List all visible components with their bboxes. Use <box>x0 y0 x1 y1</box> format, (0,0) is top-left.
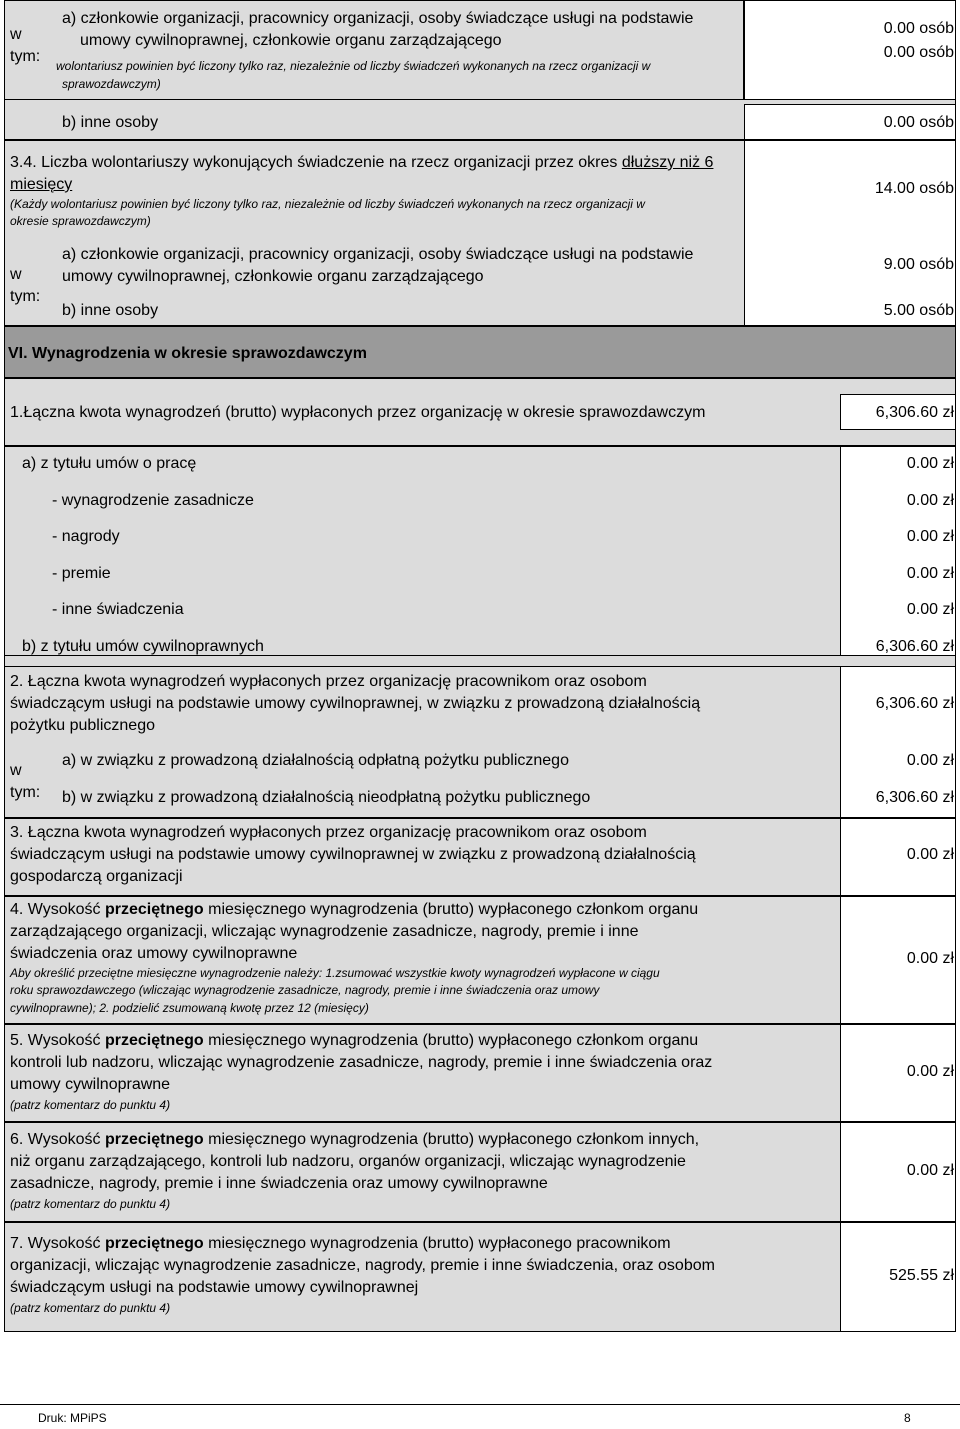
s6-p1-values-col <box>840 446 956 656</box>
s6-p5-line3: umowy cywilnoprawne <box>10 1076 171 1093</box>
s6-p2-line1: 2. Łączna kwota wynagrodzeń wypłaconych przez organizację pracownikom oraz osobom <box>10 673 647 690</box>
s6-p1a-value: 0.00 zł <box>906 455 954 472</box>
s34-a-line1: a) członkowie organizacji, pracownicy organizacji, osoby świadczące usługi na podstawie <box>62 246 694 263</box>
s6-p3-line1: 3. Łączna kwota wynagrodzeń wypłaconych przez organizację pracownikom oraz osobom <box>10 824 647 841</box>
s6-p5-prefix: 5. Wysokość <box>10 1032 105 1049</box>
s6-p3-value: 0.00 zł <box>906 846 954 863</box>
s33-a-line2: umowy cywilnoprawnej, członkowie organu zarządzającego <box>80 32 502 49</box>
s6-p1a-4-label: - inne świadczenia <box>52 601 184 618</box>
s6-p6-prefix: 6. Wysokość <box>10 1131 105 1148</box>
s33-wtym-label: w tym: <box>10 26 41 65</box>
s6-p6-line3: zasadnicze, nagrody, premie i inne świadczenia oraz umowy cywilnoprawne <box>10 1175 548 1192</box>
s6-p2-value: 6,306.60 zł <box>875 695 954 712</box>
s6-p7-line1 <box>10 1233 671 1255</box>
s34-title-prefix: 3.4. Liczba wolontariuszy wykonujących świadczenie na rzecz organizacji przez okres <box>10 154 622 171</box>
s6-p4-prefix: 4. Wysokość <box>10 901 105 918</box>
s6-p1b-value: 6,306.60 zł <box>875 638 954 655</box>
s34-total-value: 14.00 osób <box>874 180 954 197</box>
s6-p7-value: 525.55 zł <box>889 1267 954 1284</box>
s6-p5-line2: kontroli lub nadzoru, wliczając wynagrodzenie zasadnicze, nagrody, premie i inne świadczenia oraz <box>10 1054 713 1071</box>
s33-a-line1: a) członkowie organizacji, pracownicy organizacji, osoby świadczące usługi na podstawie <box>62 10 694 27</box>
s6-p5-bold: przeciętnego <box>105 1032 204 1049</box>
s34-a-value: 9.00 osób <box>883 256 954 273</box>
s6-p7-line2: organizacji, wliczając wynagrodzenie zasadnicze, nagrody, premie i inne świadczenia, oraz osobom <box>10 1257 715 1274</box>
s6-p1-value: 6,306.60 zł <box>875 404 954 421</box>
s33-a-value2: 0.00 osób <box>883 44 954 61</box>
s6-p4-bold: przeciętnego <box>105 901 204 918</box>
s33-note-line1: wolontariusz powinien być liczony tylko raz, niezależnie od liczby świadczeń wykonanych na rzecz organizacji w <box>56 59 651 73</box>
s6-p5-rest: miesięcznego wynagrodzenia (brutto) wypłaconego członkom organu <box>203 1032 699 1049</box>
s6-p5-line1 <box>10 1030 698 1052</box>
s34-wtym-label: w tym: <box>10 266 41 305</box>
s34-b-value: 5.00 osób <box>883 302 954 319</box>
s6-p3-line3: gospodarczą organizacji <box>10 868 183 885</box>
s6-p2a-value: 0.00 zł <box>906 752 954 769</box>
s6-p4-note1: Aby określić przeciętne miesięczne wynagrodzenie należy: 1.zsumować wszystkie kwoty wynagrodzeń wypłacone w ciągu <box>10 966 660 980</box>
s6-p4-line3: świadczenia oraz umowy cywilnoprawne <box>10 945 298 962</box>
s6-p1a-3-label: - premie <box>52 565 111 582</box>
s6-p7-rest: miesięcznego wynagrodzenia (brutto) wypłaconego pracownikom <box>203 1235 671 1252</box>
s6-p6-rest: miesięcznego wynagrodzenia (brutto) wypłaconego członkom innych, <box>203 1131 700 1148</box>
s33-b-label: b) inne osoby <box>62 114 159 131</box>
s6-p7-line3: świadczącym usługi na podstawie umowy cywilnoprawnej <box>10 1279 419 1296</box>
s6-p2b-label: b) w związku z prowadzoną działalnością nieodpłatną pożytku publicznego <box>62 789 591 806</box>
s6-p7-bold: przeciętnego <box>105 1235 204 1252</box>
s6-p1-label: 1.Łączna kwota wynagrodzeń (brutto) wypłaconych przez organizację w okresie sprawozdawczym <box>10 404 706 421</box>
s33-note-line2: sprawozdawczym) <box>62 77 161 91</box>
s6-p2a-label: a) w związku z prowadzoną działalnością odpłatną pożytku publicznego <box>62 752 569 769</box>
s34-b-label: b) inne osoby <box>62 302 159 319</box>
s34-title-line1 <box>10 152 713 174</box>
s6-p6-line1 <box>10 1129 699 1151</box>
s34-a-line2: umowy cywilnoprawnej, członkowie organu zarządzającego <box>62 268 484 285</box>
s6-p1a-box <box>4 446 956 656</box>
s6-p4-note3: cywilnoprawne); 2. podzielić zsumowaną kwotę przez 12 (miesięcy) <box>10 1001 369 1015</box>
s6-p1b-label: b) z tytułu umów cywilnoprawnych <box>22 638 264 655</box>
s6-p1a-1-label: - wynagrodzenie zasadnicze <box>52 492 254 509</box>
section-vi-title: VI. Wynagrodzenia w okresie sprawozdawczym <box>8 345 367 362</box>
s34-title-underlined1: dłuższy niż 6 <box>621 154 714 171</box>
s34-value-col <box>744 140 956 326</box>
s6-p6-note: (patrz komentarz do punktu 4) <box>10 1197 171 1211</box>
s6-p2-wtym-label: w tym: <box>10 762 41 801</box>
s6-p1a-2-value: 0.00 zł <box>906 528 954 545</box>
s6-p4-value: 0.00 zł <box>906 950 954 967</box>
s6-p6-value: 0.00 zł <box>906 1162 954 1179</box>
s6-p6-line2: niż organu zarządzającego, kontroli lub nadzoru, organów organizacji, wliczając wynagrodzenie <box>10 1153 686 1170</box>
s34-note-line2: okresie sprawozdawczym) <box>10 214 151 228</box>
s33-b-value: 0.00 osób <box>883 114 954 131</box>
footer-rule <box>0 1404 960 1405</box>
s6-p4-note2: roku sprawozdawczego (wliczając wynagrodzenie zasadnicze, nagrody, premie i inne świadczenia oraz umowy <box>10 983 600 997</box>
s6-p1a-2-label: - nagrody <box>52 528 120 545</box>
s6-p1a-4-value: 0.00 zł <box>906 601 954 618</box>
s34-note-line1: (Każdy wolontariusz powinien być liczony tylko raz, niezależnie od liczby świadczeń wykonanych na rzecz organizacji w <box>10 197 645 211</box>
s6-p1a-label: a) z tytułu umów o pracę <box>22 455 197 472</box>
s6-p1a-3-value: 0.00 zł <box>906 565 954 582</box>
s6-p7-prefix: 7. Wysokość <box>10 1235 105 1252</box>
s6-p2-line2: świadczącym usługi na podstawie umowy cywilnoprawnej, w związku z prowadzoną działalnością <box>10 695 701 712</box>
s6-p1a-1-value: 0.00 zł <box>906 492 954 509</box>
s6-p6-bold: przeciętnego <box>105 1131 204 1148</box>
s33-a-value1: 0.00 osób <box>883 20 954 37</box>
footer-print-label: Druk: MPiPS <box>38 1411 107 1425</box>
s6-p5-note: (patrz komentarz do punktu 4) <box>10 1098 171 1112</box>
s6-p2b-value: 6,306.60 zł <box>875 789 954 806</box>
s6-p3-line2: świadczącym usługi na podstawie umowy cywilnoprawnej w związku z prowadzoną działalnością <box>10 846 696 863</box>
s6-p2-line3: pożytku publicznego <box>10 717 155 734</box>
s6-p4-line2: zarządzającego organizacji, wliczając wynagrodzenie zasadnicze, nagrody, premie i inne <box>10 923 639 940</box>
s6-p5-value: 0.00 zł <box>906 1063 954 1080</box>
footer-page-number: 8 <box>904 1411 911 1425</box>
s6-p4-line1 <box>10 899 698 921</box>
s6-p4-rest: miesięcznego wynagrodzenia (brutto) wypłaconego członkom organu <box>203 901 699 918</box>
s6-p7-note: (patrz komentarz do punktu 4) <box>10 1301 171 1315</box>
s34-title-line2: miesięcy <box>10 176 73 193</box>
